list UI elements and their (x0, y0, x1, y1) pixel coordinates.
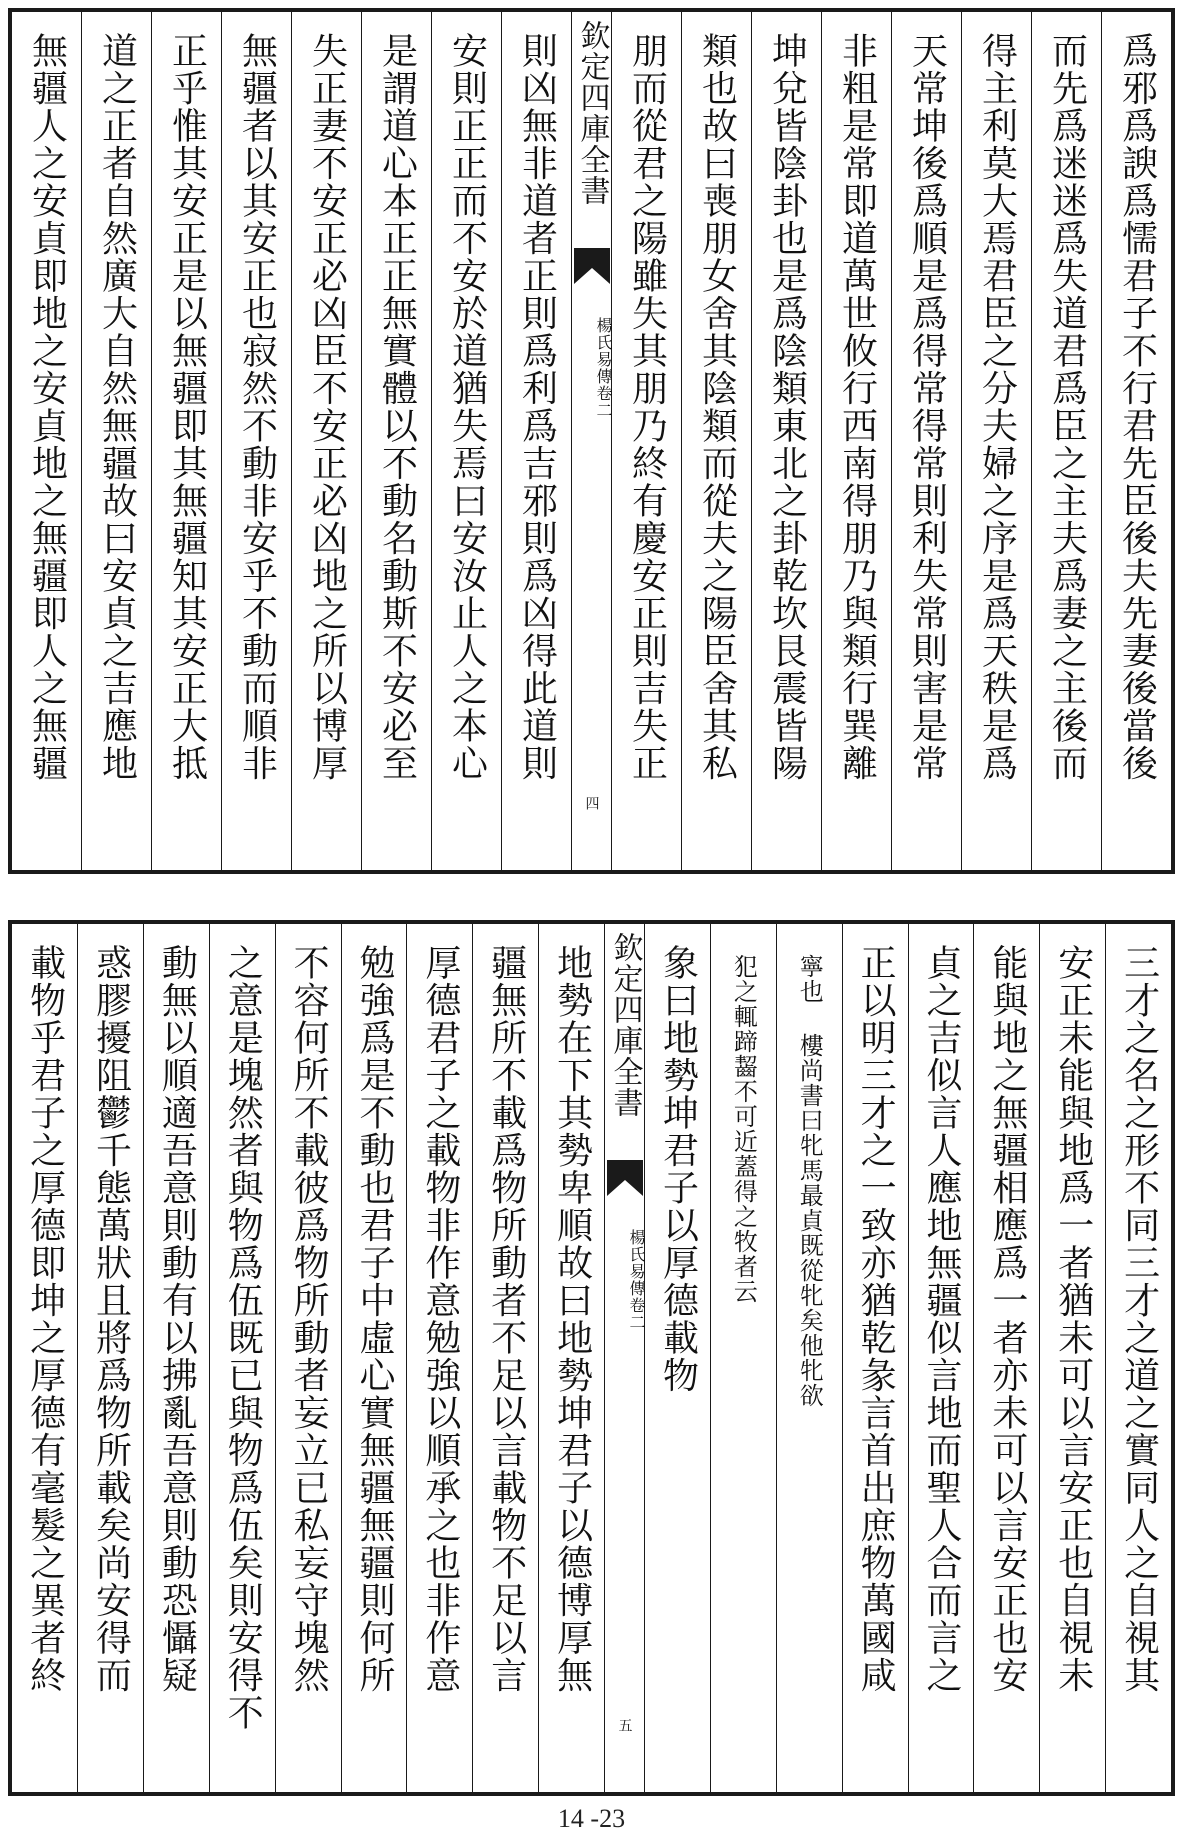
book-title: 欽定四庫全書 (574, 20, 610, 206)
text-column: 朋而從君之陽雖失其朋乃終有慶安正則吉失正 (611, 12, 681, 870)
text-column: 能與地之無疆相應爲一者亦未可以言安正也安 (973, 924, 1039, 1792)
page-bottom (8, 920, 1175, 1796)
commentary-column: 寧也 樓尚書曰牝馬最貞既從牝矣他牝欲 (776, 924, 842, 1792)
text-column: 無疆者以其安正也寂然不動非安乎不動而順非 (221, 12, 291, 870)
fishtail-mark-icon (607, 1160, 643, 1196)
page-top (8, 8, 1175, 874)
center-fold (571, 12, 611, 870)
book-title: 欽定四庫全書 (607, 932, 643, 1118)
text-column: 失正妻不安正必凶臣不安正必凶地之所以博厚 (291, 12, 361, 870)
subtitle-text: 楊氏易傳 (594, 317, 613, 385)
text-column: 動無以順適吾意則動有以拂亂吾意則動恐懾疑 (143, 924, 209, 1792)
text-column: 不容何所不載彼爲物所動者妄立已私妄守塊然 (275, 924, 341, 1792)
text-column: 載物乎君子之厚德即坤之厚德有毫髮之異者終 (24, 944, 66, 1694)
book-subtitle (572, 308, 611, 428)
text-column: 而先爲迷迷爲失道君爲臣之主夫爲妻之主後而 (1031, 12, 1101, 870)
text-column: 地勢在下其勢卑順故曰地勢坤君子以德博厚無 (538, 924, 604, 1792)
text-column: 疆無所不載爲物所動者不足以言載物不足以言 (472, 924, 538, 1792)
text-column: 則凶無非道者正則爲利爲吉邪則爲凶得此道則 (501, 12, 571, 870)
text-column: 安正未能與地爲一者猶未可以言安正也自視未 (1039, 924, 1105, 1792)
fishtail-mark-icon (574, 248, 610, 284)
text-column: 勉強爲是不動也君子中虛心實無疆無疆則何所 (341, 924, 407, 1792)
text-column: 貞之吉似言人應地無疆似言地而聖人合而言之 (908, 924, 974, 1792)
commentary-column: 犯之輒蹄齧不可近蓋得之牧者云 (710, 924, 776, 1792)
text-column: 坤兌皆陰卦也是爲陰類東北之卦乾坎艮震皆陽 (751, 12, 821, 870)
page-number: 五 (616, 1718, 633, 1732)
text-column: 類也故曰喪朋女舍其陰類而從夫之陽臣舍其私 (681, 12, 751, 870)
text-column: 非粗是常即道萬世攸行西南得朋乃與類行巽離 (821, 12, 891, 870)
text-column: 正乎惟其安正是以無疆即其無疆知其安正大抵 (151, 12, 221, 870)
subtitle-text: 楊氏易傳 (627, 1229, 646, 1297)
text-column: 道之正者自然廣大自然無疆故曰安貞之吉應地 (81, 12, 151, 870)
page-top-columns (12, 12, 1171, 870)
text-column: 是謂道心本正正無實體以不動名動斯不安必至 (361, 12, 431, 870)
page-footer-label: 14 -23 (557, 1804, 626, 1833)
text-column: 爲邪爲諛爲懦君子不行君先臣後夫先妻後當後 (1101, 12, 1171, 870)
volume-text: 卷二 (627, 1297, 646, 1331)
text-column: 厚德君子之載物非作意勉強以順承之也非作意 (406, 924, 472, 1792)
text-column: 正以明三才之一致亦猶乾彖言首出庶物萬國咸 (842, 924, 908, 1792)
text-column: 惑膠擾阻鬱千態萬狀且將爲物所載矣尚安得而 (77, 924, 143, 1792)
page-number: 四 (583, 796, 600, 810)
volume-text: 卷二 (594, 385, 613, 419)
center-fold (604, 924, 644, 1792)
text-column: 之意是塊然者與物爲伍既已與物爲伍矣則安得不 (209, 924, 275, 1792)
book-subtitle (605, 1220, 644, 1340)
text-column: 天常坤後爲順是爲得常得常則利失常則害是常 (891, 12, 961, 870)
text-column: 得主利莫大焉君臣之分夫婦之序是爲天秩是爲 (961, 12, 1031, 870)
text-column: 安則正正而不安於道猶失焉曰安汝止人之本心 (431, 12, 501, 870)
text-column: 三才之名之形不同三才之道之實同人之自視其 (1105, 924, 1171, 1792)
text-column: 無疆人之安貞即地之安貞地之無疆即人之無疆 (26, 32, 68, 782)
text-column: 象曰地勢坤君子以厚德載物 (644, 924, 710, 1792)
page-bottom-columns (12, 924, 1171, 1792)
